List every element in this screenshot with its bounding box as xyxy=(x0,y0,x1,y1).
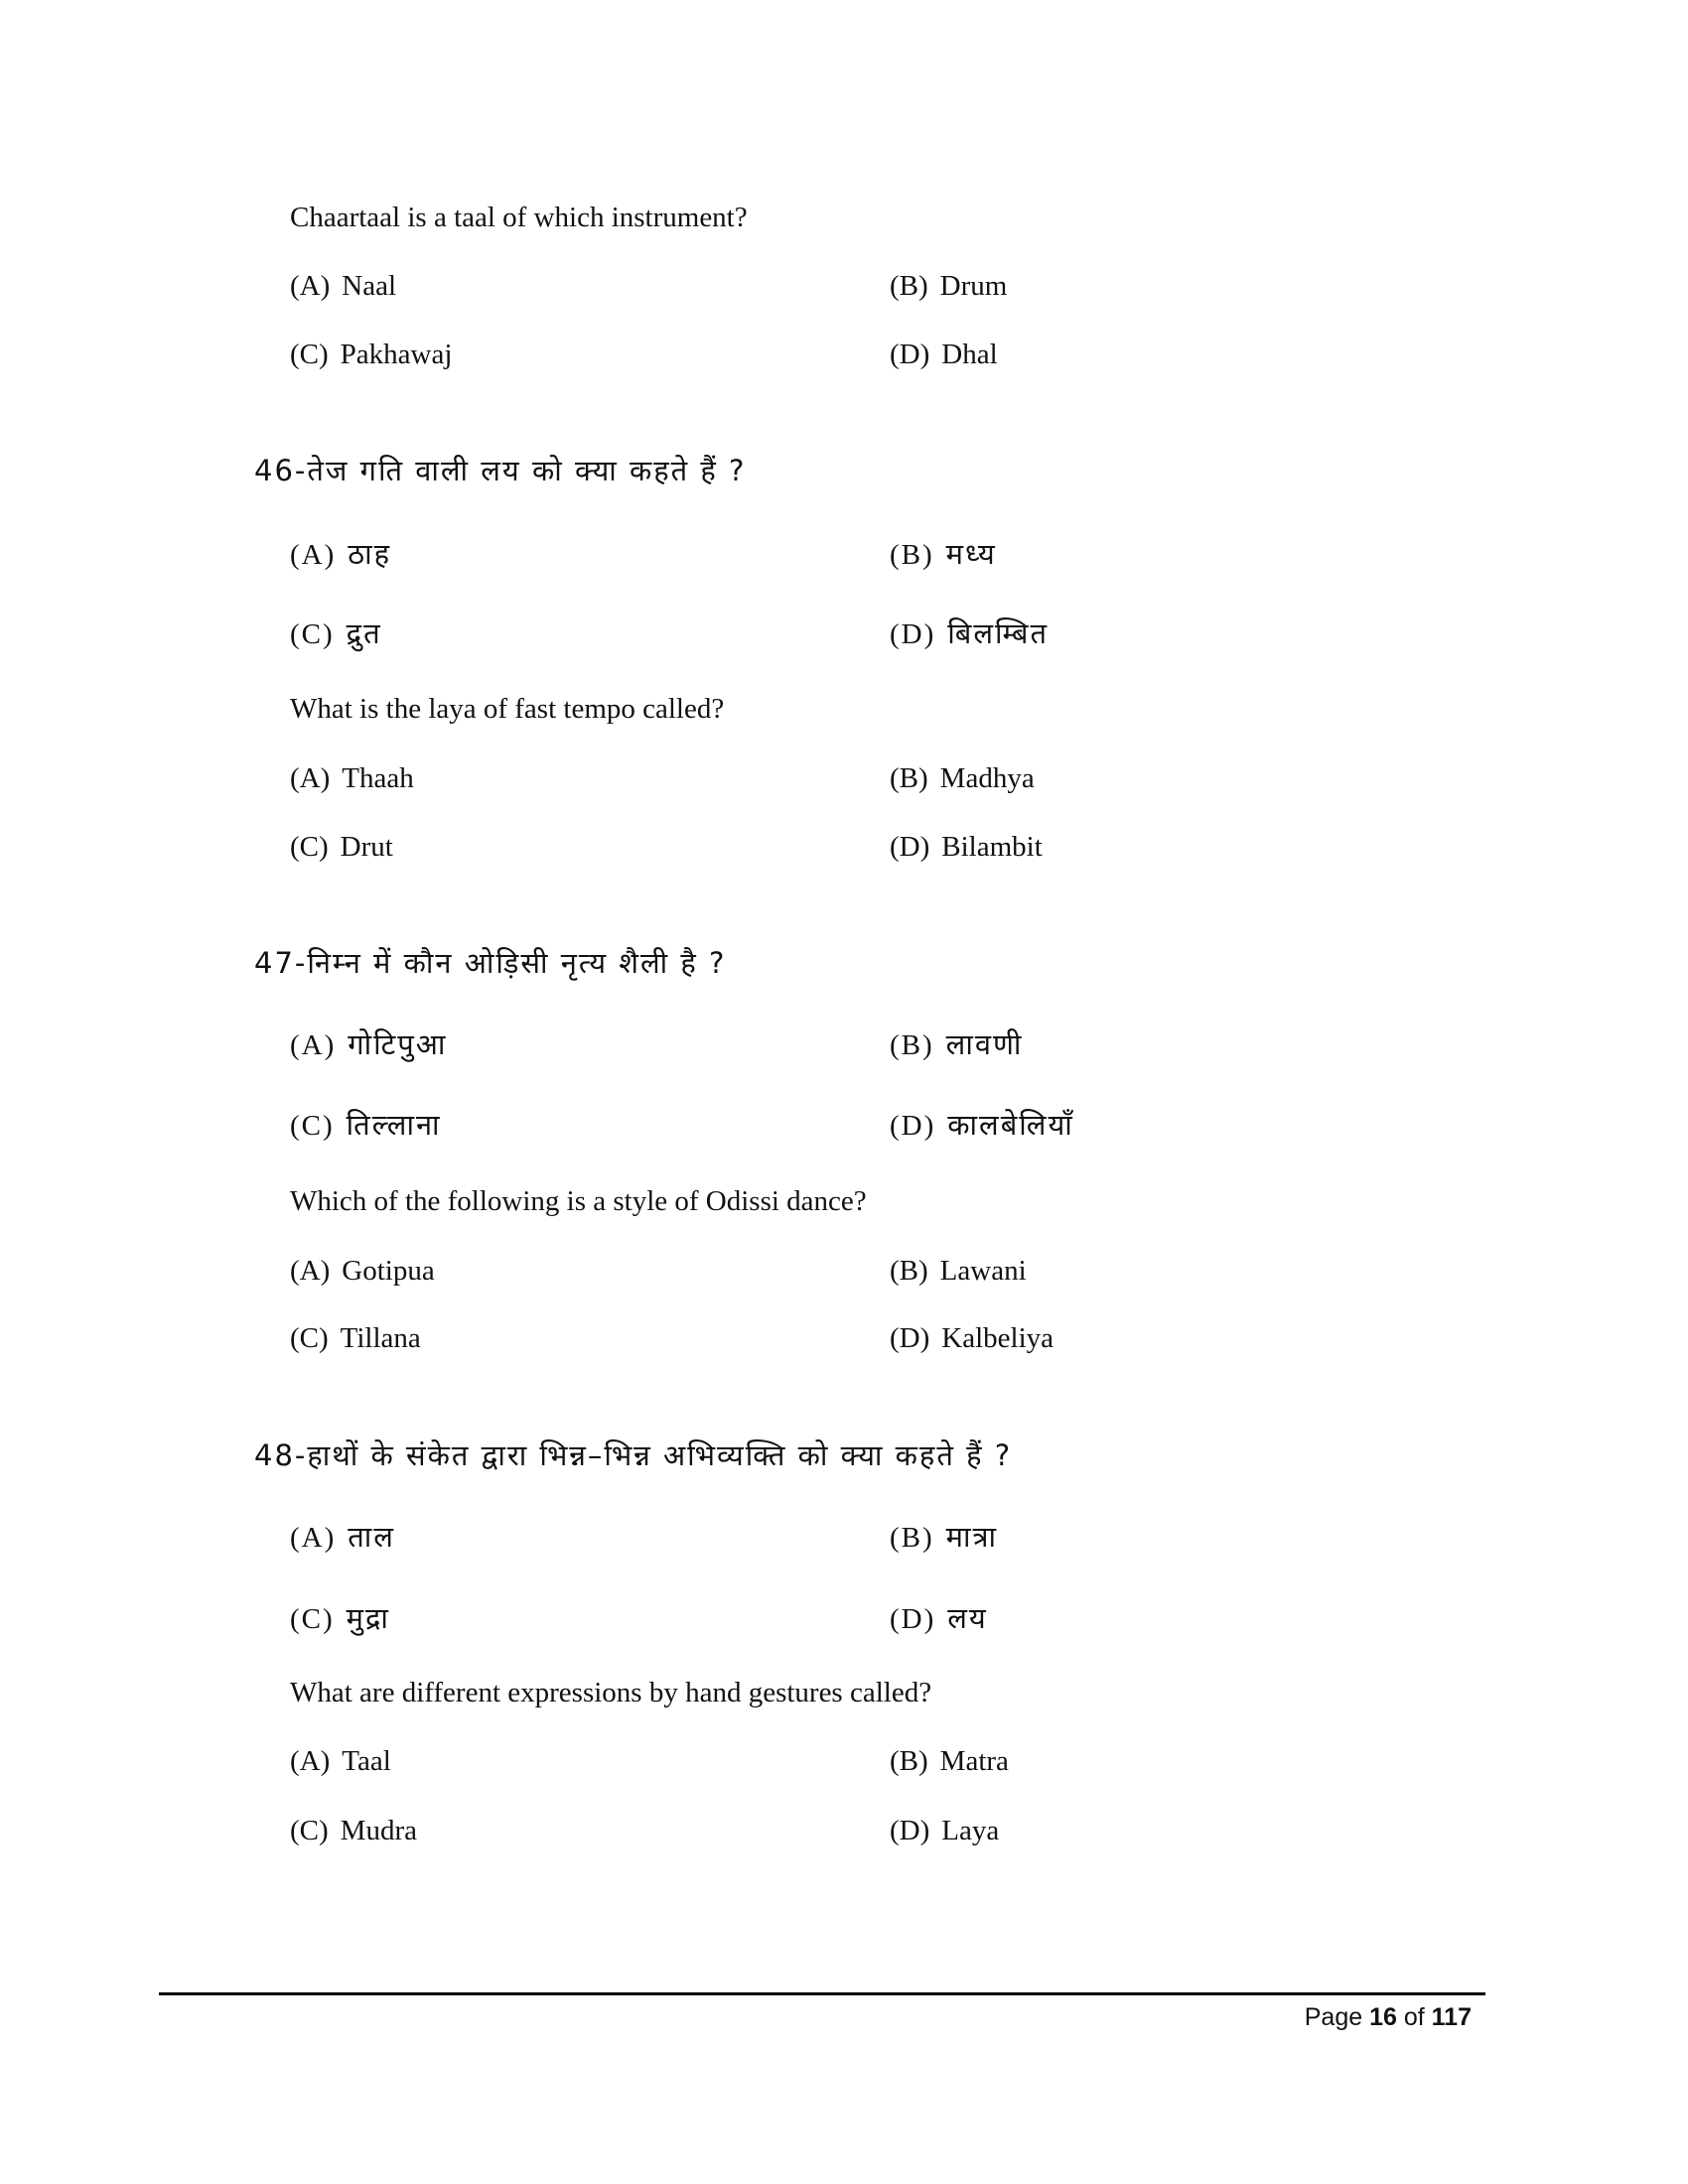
option-text: Madhya xyxy=(939,762,1035,794)
option-label: (A) xyxy=(290,1029,337,1061)
answer-option xyxy=(290,1598,390,1639)
option-label: (C) xyxy=(290,339,329,370)
option-text: Drut xyxy=(340,831,393,863)
option-text: Pakhawaj xyxy=(340,339,453,370)
footer-rule xyxy=(159,1992,1485,1995)
option-text: बिलम्बित xyxy=(947,616,1050,650)
option-label: (B) xyxy=(890,270,928,302)
option-label: (D) xyxy=(890,618,936,650)
answer-option xyxy=(890,1517,998,1558)
option-label: (A) xyxy=(290,539,337,571)
answer-option xyxy=(290,534,391,575)
option-text: मात्रा xyxy=(945,1520,999,1554)
option-label: (D) xyxy=(890,1815,930,1846)
question-text: 46-तेज गति वाली लय को क्या कहते हैं ? xyxy=(254,454,747,487)
answer-option xyxy=(290,1024,447,1065)
option-label: (A) xyxy=(290,1522,337,1554)
option-text: Mudra xyxy=(340,1815,417,1846)
option-text: Kalbeliya xyxy=(941,1322,1054,1354)
answer-option xyxy=(290,1517,395,1558)
option-label: (A) xyxy=(290,762,331,794)
answer-option xyxy=(890,1814,999,1847)
option-label: (D) xyxy=(890,831,930,863)
question-text: What is the laya of fast tempo called? xyxy=(290,693,725,725)
question-text: 48-हाथों के संकेत द्वारा भिन्न–भिन्न अभिव्यक्ति को क्या कहते हैं ? xyxy=(254,1438,1013,1472)
option-text: लावणी xyxy=(945,1027,1024,1061)
option-label: (B) xyxy=(890,1255,928,1287)
option-text: तिल्लाना xyxy=(346,1108,442,1142)
option-text: Laya xyxy=(941,1815,1000,1846)
answer-option xyxy=(890,1321,1054,1355)
page-number: Page 16 of 117 xyxy=(1304,2003,1472,2031)
option-text: ताल xyxy=(348,1520,395,1554)
option-label: (C) xyxy=(290,1322,329,1354)
answer-option xyxy=(890,338,998,371)
option-text: Matra xyxy=(939,1745,1009,1777)
answer-option xyxy=(290,614,382,654)
option-label: (B) xyxy=(890,762,928,794)
option-label: (B) xyxy=(890,1029,934,1061)
option-text: Gotipua xyxy=(342,1255,435,1287)
answer-option xyxy=(290,1254,435,1288)
option-label: (C) xyxy=(290,618,335,650)
answer-option xyxy=(290,830,393,864)
option-text: Bilambit xyxy=(941,831,1043,863)
option-label: (C) xyxy=(290,1603,335,1635)
answer-option xyxy=(890,614,1049,654)
answer-option xyxy=(890,534,997,575)
option-text: कालबेलियाँ xyxy=(947,1108,1074,1142)
answer-option xyxy=(290,1814,417,1847)
option-text: लय xyxy=(947,1601,988,1635)
option-text: ठाह xyxy=(348,537,392,571)
option-label: (B) xyxy=(890,539,934,571)
option-text: Lawani xyxy=(939,1255,1027,1287)
question-text: What are different expressions by hand gestures called? xyxy=(290,1677,932,1708)
option-label: (C) xyxy=(290,831,329,863)
option-text: Tillana xyxy=(340,1322,421,1354)
question-text: Chaartaal is a taal of which instrument? xyxy=(290,202,748,233)
answer-option xyxy=(290,338,452,371)
option-label: (A) xyxy=(290,270,331,302)
option-text: Thaah xyxy=(342,762,414,794)
answer-option xyxy=(290,269,396,303)
answer-option xyxy=(290,1321,421,1355)
answer-option xyxy=(890,1105,1074,1146)
answer-option xyxy=(890,1254,1027,1288)
answer-option xyxy=(290,1105,442,1146)
option-label: (D) xyxy=(890,339,930,370)
option-label: (D) xyxy=(890,1110,936,1142)
question-text: Which of the following is a style of Odissi dance? xyxy=(290,1185,867,1217)
option-text: Drum xyxy=(939,270,1008,302)
option-label: (B) xyxy=(890,1745,928,1777)
option-label: (C) xyxy=(290,1815,329,1846)
option-text: मध्य xyxy=(945,537,997,571)
answer-option xyxy=(890,761,1035,795)
answer-option xyxy=(290,1744,391,1778)
option-label: (A) xyxy=(290,1255,331,1287)
option-label: (D) xyxy=(890,1603,936,1635)
option-label: (B) xyxy=(890,1522,934,1554)
answer-option xyxy=(290,761,414,795)
option-label: (C) xyxy=(290,1110,335,1142)
option-label: (D) xyxy=(890,1322,930,1354)
answer-option xyxy=(890,269,1007,303)
option-label: (A) xyxy=(290,1745,331,1777)
option-text: Naal xyxy=(342,270,397,302)
option-text: गोटिपुआ xyxy=(348,1027,448,1061)
question-text: 47-निम्न में कौन ओड़िसी नृत्य शैली है ? xyxy=(254,946,727,980)
option-text: मुद्रा xyxy=(346,1601,390,1635)
option-text: द्रुत xyxy=(346,616,382,650)
answer-option xyxy=(890,1744,1009,1778)
answer-option xyxy=(890,1598,988,1639)
option-text: Taal xyxy=(342,1745,391,1777)
answer-option xyxy=(890,1024,1023,1065)
answer-option xyxy=(890,830,1043,864)
option-text: Dhal xyxy=(941,339,998,370)
